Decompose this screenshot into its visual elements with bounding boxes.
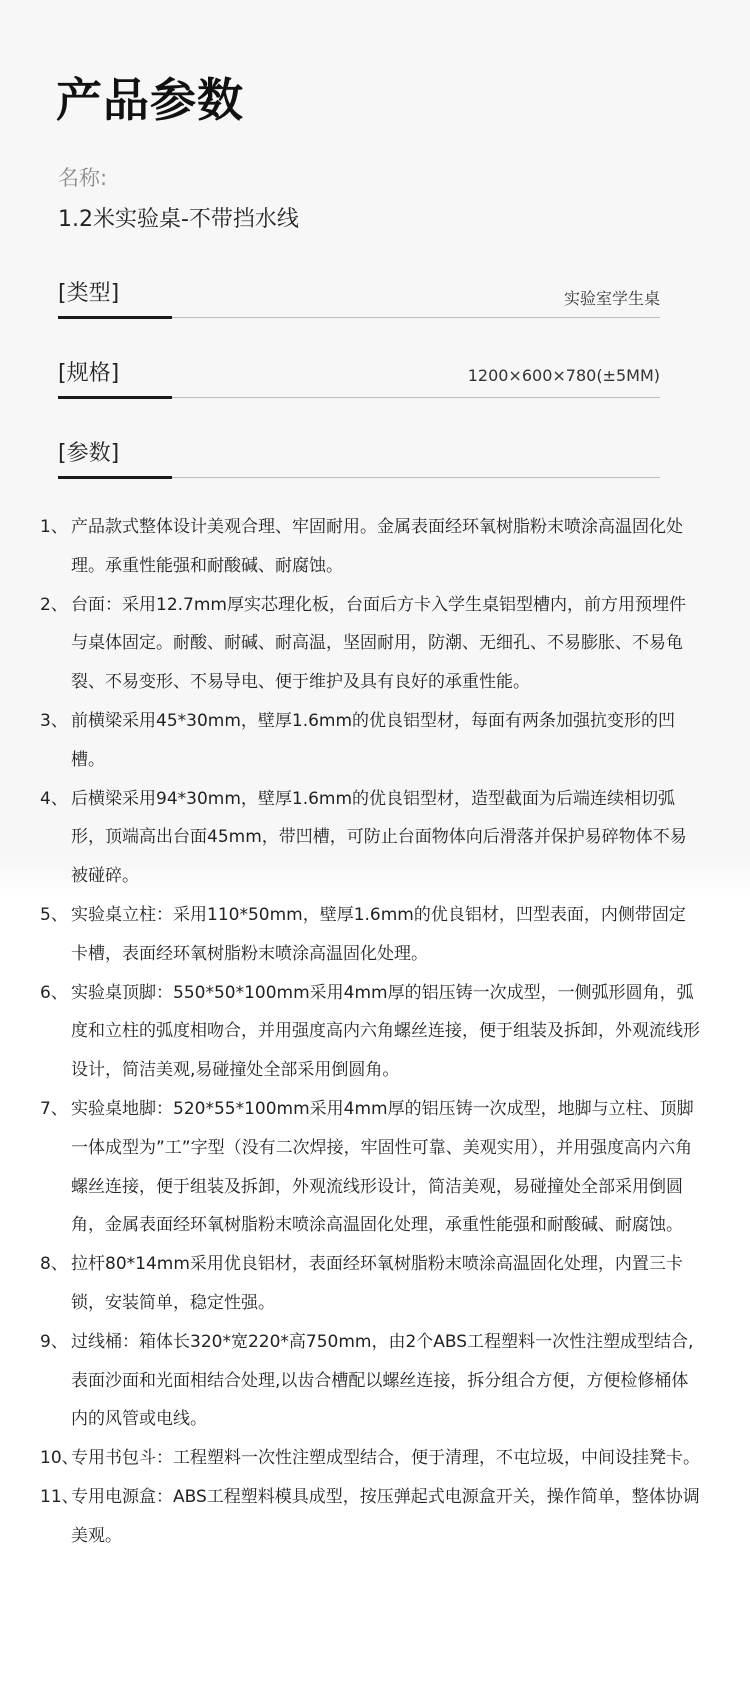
product-name: 1.2米实验桌-不带挡水线 (58, 207, 299, 232)
list-item (40, 896, 700, 974)
item-number: 11、 (40, 1486, 79, 1507)
item-text: 专用电源盒：ABS工程塑料模具成型，按压弹起式电源盒开关，操作简单，整体协调美观。 (71, 1486, 700, 1546)
item-text: 实验桌顶脚：550*50*100mm采用4mm厚的铝压铸一次成型，一侧弧形圆角，弧度和立柱的弧度相吻合，并用强度高内六角螺丝连接，便于组装及拆卸，外观流线形设计，简洁美观,易碰撞处全部采用倒圆角。 (71, 982, 700, 1081)
spec-underline (58, 316, 172, 319)
list-item (40, 702, 700, 780)
list-item (40, 1439, 700, 1478)
list-item (40, 974, 700, 1090)
list-item (40, 780, 700, 896)
spec-value-size: 1200×600×780(±5MM) (467, 366, 660, 385)
parameter-list (40, 508, 700, 1556)
item-text: 后横梁采用94*30mm，壁厚1.6mm的优良铝型材，造型截面为后端连续相切弧形，顶端高出台面45mm，带凹槽，可防止台面物体向后滑落并保护易碎物体不易被碰碎。 (71, 788, 687, 887)
item-text: 前横梁采用45*30mm，壁厚1.6mm的优良铝型材，每面有两条加强抗变形的凹槽。 (71, 710, 676, 770)
item-number: 1、 (40, 517, 68, 537)
list-item (40, 1323, 700, 1439)
page-title: 产品参数 (56, 73, 244, 127)
item-text: 实验桌地脚：520*55*100mm采用4mm厚的铝压铸一次成型，地脚与立柱、顶脚一体成型为”工”字型（没有二次焊接，牢固性可靠、美观实用），并用强度高内六角螺丝连接，便于组装及拆卸，外观流线形设计，简洁美观，易碰撞处全部采用倒圆角，金属表面经环氧树脂粉末喷涂高温固化处理，承重性能强和耐酸碱、耐腐蚀。 (71, 1098, 694, 1236)
spec-underline (58, 396, 172, 399)
spec-label-size: [规格] (58, 361, 120, 386)
list-item (40, 1245, 700, 1323)
item-text: 台面：采用12.7mm厚实芯理化板，台面后方卡入学生桌铝型槽内，前方用预埋件与桌体固定。耐酸、耐碱、耐高温，坚固耐用，防潮、无细孔、不易膨胀、不易龟裂、不易变形、不易导电、便于维护及具有良好的承重性能。 (71, 594, 686, 693)
list-item (40, 508, 700, 586)
item-number: 8、 (40, 1254, 68, 1275)
item-text: 产品款式整体设计美观合理、牢固耐用。金属表面经环氧树脂粉末喷涂高温固化处理。承重性能强和耐酸碱、耐腐蚀。 (71, 517, 683, 576)
spec-label-params: [参数] (58, 441, 120, 466)
list-item (40, 1090, 700, 1245)
item-number: 4、 (40, 788, 68, 809)
item-text: 专用书包斗：工程塑料一次性注塑成型结合，便于清理，不屯垃圾，中间设挂凳卡。 (71, 1448, 700, 1469)
list-item (40, 586, 700, 702)
item-number: 7、 (40, 1098, 68, 1119)
item-number: 10、 (40, 1448, 79, 1469)
item-number: 5、 (40, 904, 68, 925)
spec-label-type: [类型] (58, 281, 120, 306)
spec-row-params (58, 436, 660, 478)
spec-value-type: 实验室学生桌 (563, 289, 660, 308)
item-text: 过线桶：箱体长320*宽220*高750mm，由2个ABS工程塑料一次性注塑成型结合,表面沙面和光面相结合处理,以齿合槽配以螺丝连接，拆分组合方便，方便检修桶体内的风管或电线。 (71, 1331, 694, 1430)
spec-row-size (58, 356, 660, 398)
item-text: 拉杆80*14mm采用优良铝材，表面经环氧树脂粉末喷涂高温固化处理，内置三卡锁，安装简单，稳定性强。 (71, 1254, 683, 1313)
spec-row-type (58, 276, 660, 318)
item-number: 2、 (40, 594, 68, 615)
item-number: 6、 (40, 982, 68, 1003)
item-number: 3、 (40, 710, 68, 731)
item-text: 实验桌立柱：采用110*50mm，壁厚1.6mm的优良铝材，凹型表面，内侧带固定卡槽，表面经环氧树脂粉末喷涂高温固化处理。 (71, 904, 686, 964)
item-number: 9、 (40, 1331, 68, 1352)
name-label: 名称: (58, 166, 108, 190)
list-item (40, 1478, 700, 1556)
spec-underline (58, 476, 172, 479)
